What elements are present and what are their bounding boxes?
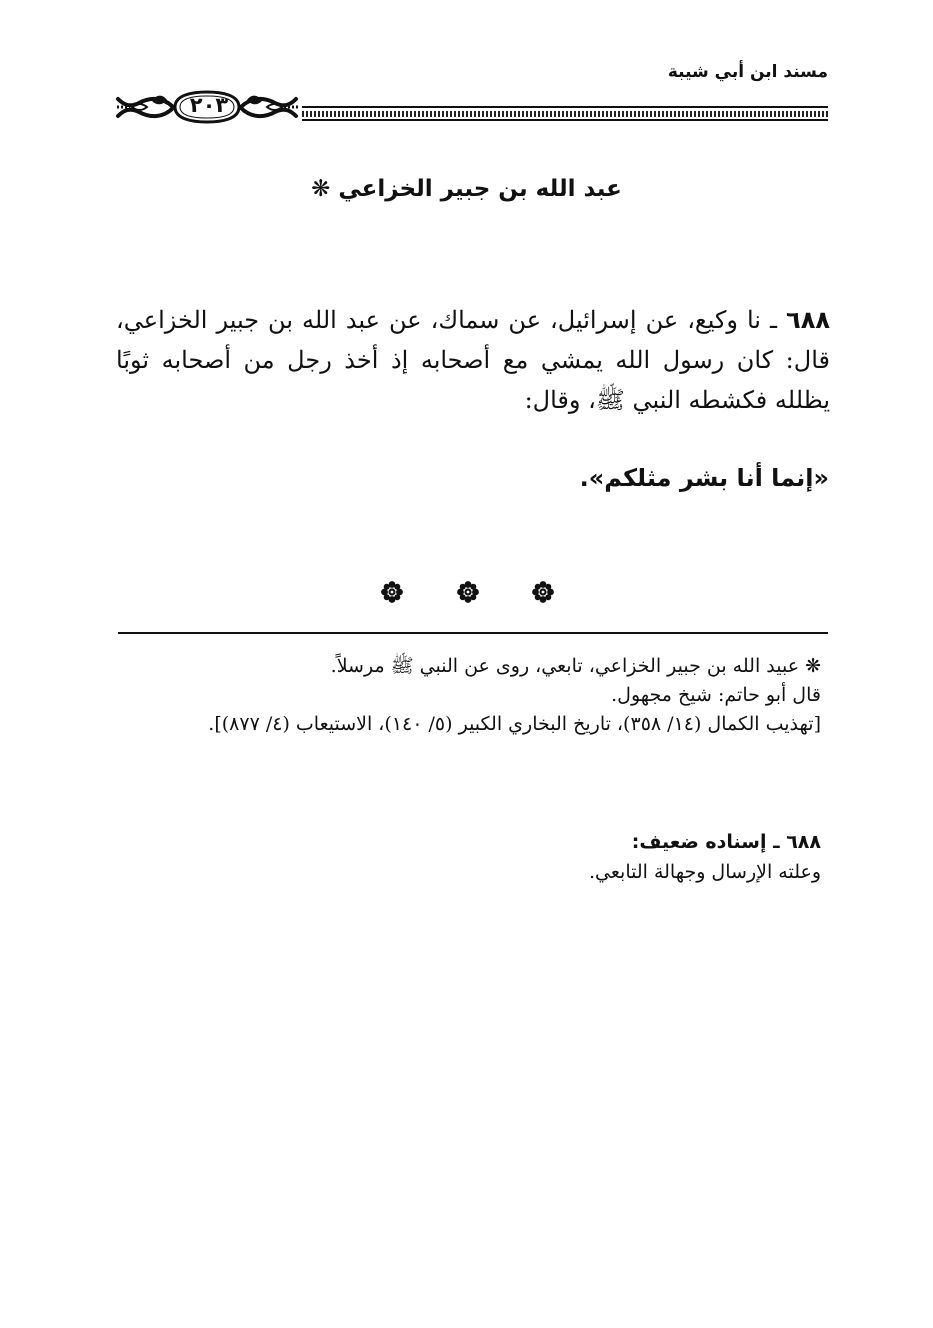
footnote-references: [تهذيب الكمال (١٤/ ٣٥٨)، تاريخ البخاري الكبير (٥/ ١٤٠)، الاستيعاب (٤/ ٨٧٧)]. <box>208 712 821 735</box>
ornament-star-icon <box>531 580 555 604</box>
footnote-abu-hatim: قال أبو حاتم: شيخ مجهول. <box>611 683 821 706</box>
ornament-star-icon <box>456 580 480 604</box>
running-title: مسند ابن أبي شيبة <box>667 62 828 82</box>
separator-ornaments <box>380 580 555 604</box>
footnotes <box>120 652 821 739</box>
header-rule-hatched-line <box>302 111 828 117</box>
hadith-number: ٦٨٨ <box>786 306 830 334</box>
section-title: عبد الله بن جبير الخزاعي ❋ <box>311 176 622 202</box>
header-rule <box>302 100 828 122</box>
ornament-star-icon <box>380 580 404 604</box>
grading-text: وعلته الإرسال وجهالة التابعي. <box>588 861 821 884</box>
grading-title: ٦٨٨ ـ إسناده ضعيف: <box>631 831 821 853</box>
footnote-separator-rule <box>118 632 828 634</box>
header-rule-top-line <box>302 106 828 108</box>
header-rule-bottom-line <box>302 119 828 121</box>
footnote-biography: ❋ عبيد الله بن جبير الخزاعي، تابعي، روى عن النبي ﷺ مرسلاً. <box>330 655 821 677</box>
hadith-grading <box>120 827 821 888</box>
hadith-text: ـ نا وكيع، عن إسرائيل، عن سماك، عن عبد الله بن جبير الخزاعي، قال: كان رسول الله يمشي مع أصحابه إذ أخذ رجل من أصحابه ثوبًا يظلله فكشطه النبي ﷺ، وقال: <box>116 306 830 414</box>
hadith-quote: «إنما أنا بشر مثلكم». <box>579 464 829 492</box>
page-number: ٢٠٣ <box>189 93 229 117</box>
hadith-paragraph <box>116 301 830 420</box>
